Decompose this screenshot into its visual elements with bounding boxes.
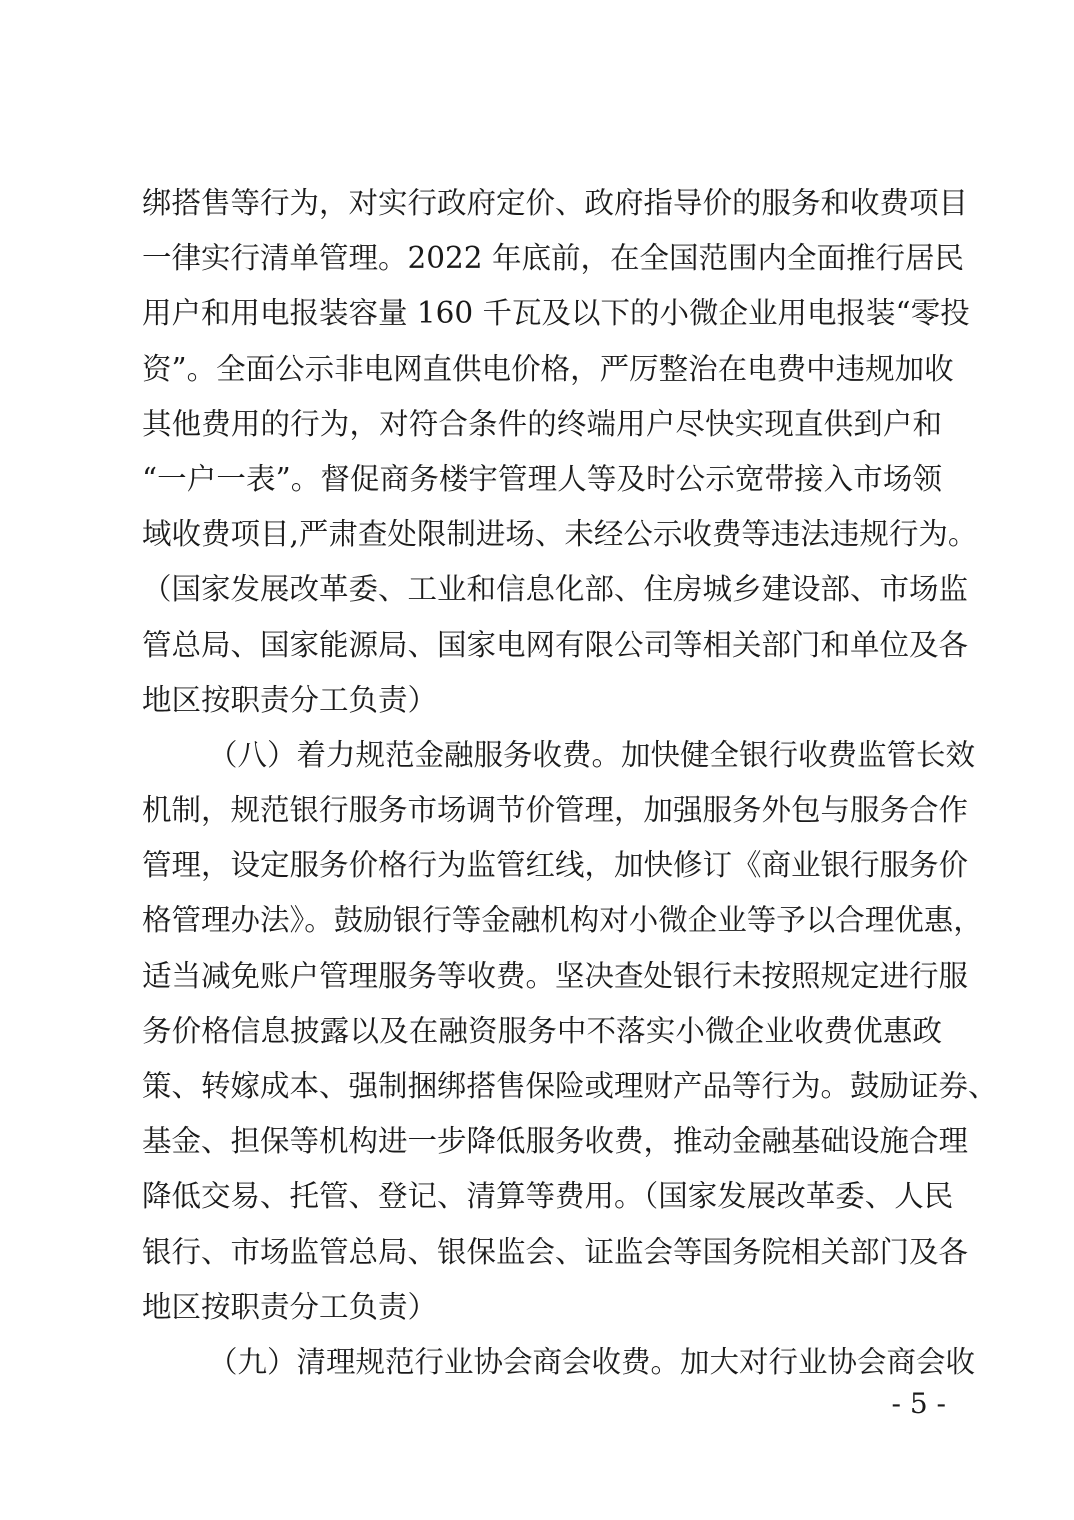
section-heading-line: （九）清理规范行业协会商会收费。加大对行业协会商会收 — [208, 1344, 976, 1379]
text-line: 其他费用的行为，对符合条件的终端用户尽快实现直供到户和 — [142, 406, 942, 441]
text-line: （国家发展改革委、工业和信息化部、住房城乡建设部、市场监 — [142, 572, 969, 607]
text-line: 降低交易、托管、登记、清算等费用。（国家发展改革委、人民 — [142, 1179, 954, 1214]
text-line: 策、转嫁成本、强制捆绑搭售保险或理财产品等行为。鼓励证券、 — [142, 1069, 998, 1103]
text-line: 管理，设定服务价格行为监管红线，加快修订《商业银行服务价 — [142, 848, 969, 883]
text-line: 机制，规范银行服务市场调节价管理，加强服务外包与服务合作 — [142, 793, 969, 828]
text-line: 管总局、国家能源局、国家电网有限公司等相关部门和单位及各 — [142, 627, 969, 662]
text-line: 格管理办法》。鼓励银行等金融机构对小微企业等予以合理优惠， — [142, 903, 983, 938]
text-line: 绑搭售等行为，对实行政府定价、政府指导价的服务和收费项目 — [142, 186, 969, 220]
text-line: 务价格信息披露以及在融资服务中不落实小微企业收费优惠政 — [142, 1013, 942, 1048]
page-number: - 5 - — [891, 1387, 946, 1420]
section-heading-line: （八）着力规范金融服务收费。加快健全银行收费监管长效 — [208, 737, 976, 772]
text-line: 银行、市场监管总局、银保监会、证监会等国务院相关部门及各 — [142, 1234, 969, 1269]
text-line: 一律实行清单管理。2022 年底前，在全国范围内全面推行居民 — [142, 241, 964, 276]
text-line: 基金、担保等机构进一步降低服务收费，推动金融基础设施合理 — [142, 1124, 969, 1159]
text-line: “一户一表”。督促商务楼宇管理人等及时公示宽带接入市场领 — [142, 461, 942, 496]
text-line: 域收费项目,严肃查处限制进场、未经公示收费等违法违规行为。 — [142, 517, 978, 552]
text-line: 用户和用电报装容量 160 千瓦及以下的小微企业用电报装“零投 — [142, 296, 970, 331]
text-line: 地区按职责分工负责） — [142, 1289, 438, 1324]
body-text — [142, 176, 998, 1390]
text-line: 适当减免账户管理服务等收费。坚决查处银行未按照规定进行服 — [142, 958, 969, 993]
text-line: 资”。全面公示非电网直供电价格，严厉整治在电费中违规加收 — [142, 351, 954, 386]
text-line: 地区按职责分工负责） — [142, 682, 438, 717]
